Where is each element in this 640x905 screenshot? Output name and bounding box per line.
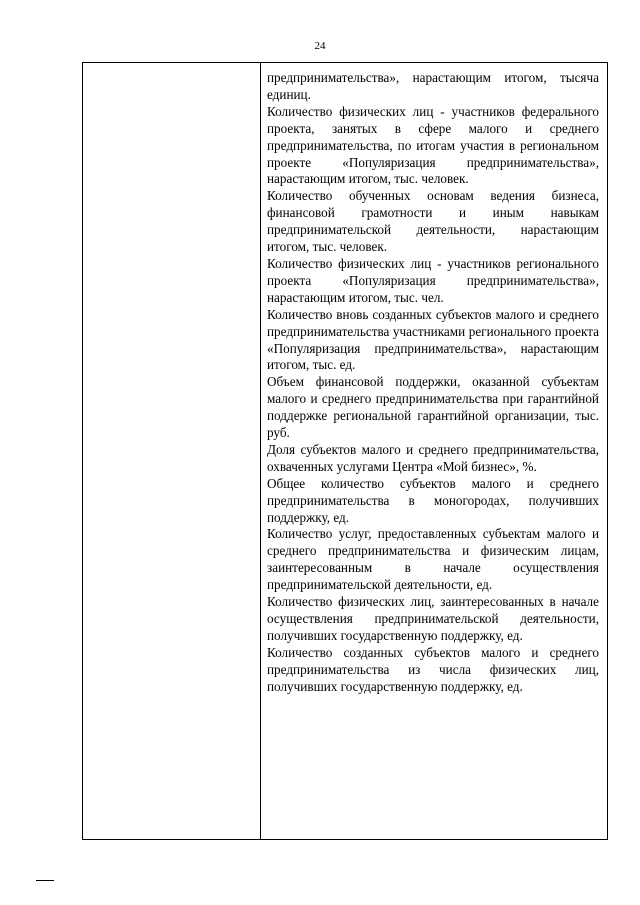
indicator-item: предпринимательства», нарастающим итогом, тысяча единиц. — [267, 70, 599, 102]
indicator-item: Количество физических лиц - участников федерального проекта, занятых в сфере малого и среднего предпринимательства, по итогам участия в региональном проекте «Популяризация предпринимательства», нарастающим итогом, тыс. человек. — [267, 103, 599, 187]
table-right-cell — [261, 63, 607, 839]
indicator-item: Доля субъектов малого и среднего предпринимательства, охваченных услугами Центра «Мой бизнес», %. — [267, 441, 599, 474]
footer-dash — [36, 880, 54, 881]
indicator-table — [82, 62, 608, 840]
indicator-item: Количество услуг, предоставленных субъектам малого и среднего предпринимательства и физическим лицам, заинтересованным в начале осуществления предпринимательской деятельности, ед. — [267, 526, 599, 593]
indicator-item: Количество вновь созданных субъектов малого и среднего предпринимательства участниками регионального проекта «Популяризация предпринимательства», нарастающим итогом, тыс. ед. — [267, 306, 599, 373]
indicator-item: Объем финансовой поддержки, оказанной субъектам малого и среднего предпринимательства при гарантийной поддержке региональной гарантийной организации, тыс. руб. — [267, 374, 599, 441]
indicator-item: Количество созданных субъектов малого и среднего предпринимательства из числа физических лиц, получивших государственную поддержку, ед. — [267, 644, 599, 694]
indicator-item: Количество физических лиц, заинтересованных в начале осуществления предпринимательской деятельности, получивших государственную поддержку, ед. — [267, 594, 599, 643]
table-left-cell — [83, 63, 261, 839]
page-number: 24 — [314, 40, 326, 52]
indicator-item: Количество обученных основам ведения бизнеса, финансовой грамотности и иным навыкам предпринимательской деятельности, нарастающим итогом, тыс. человек. — [267, 188, 599, 255]
indicator-item: Общее количество субъектов малого и среднего предпринимательства в моногородах, получивших поддержку, ед. — [267, 475, 599, 525]
indicator-item: Количество физических лиц - участников регионального проекта «Популяризация предпринимательства», нарастающим итогом, тыс. чел. — [267, 255, 599, 305]
